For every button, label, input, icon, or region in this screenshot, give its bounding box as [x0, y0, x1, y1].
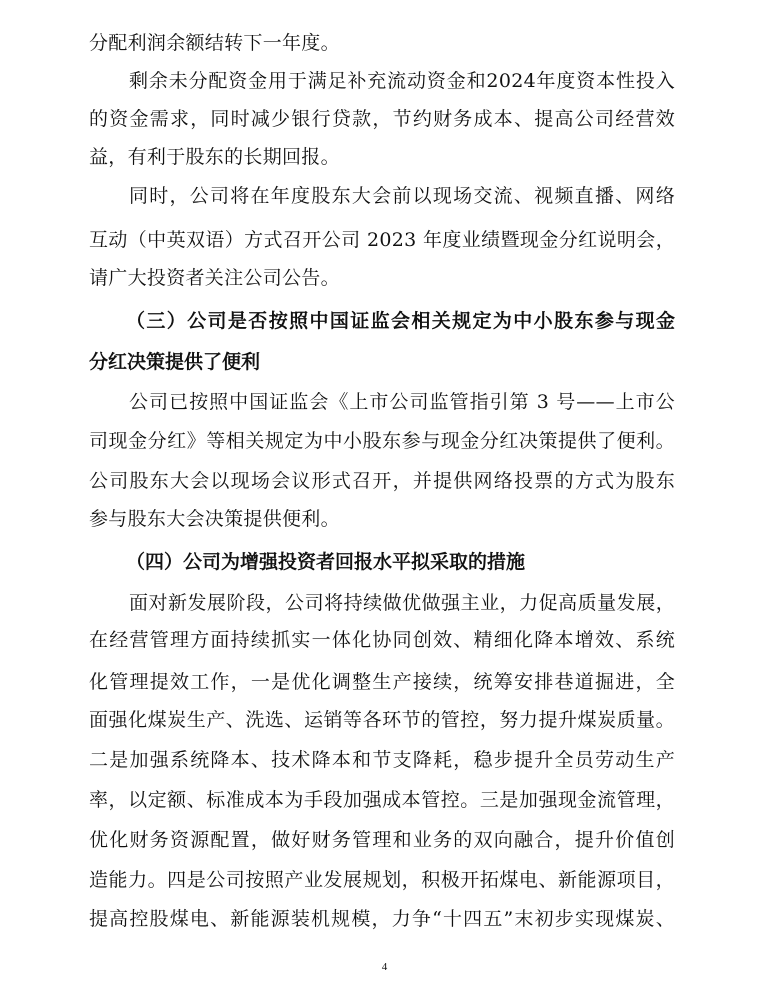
- text-line: 分配利润余额结转下一年度。: [89, 32, 340, 54]
- text-line: 公司股东大会以现场会议形式召开，并提供网络投票的方式为股东: [89, 470, 675, 492]
- section-heading-3: （三）公司是否按照中国证监会相关规定为中小股东参与现金: [126, 310, 675, 332]
- text-line: 面对新发展阶段，公司将持续做优做强主业，力促高质量发展，: [129, 592, 675, 614]
- text-line: 率，以定额、标准成本为手段加强成本管控。三是加强现金流管理，: [89, 789, 675, 811]
- text-line: 益，有利于股东的长期回报。: [89, 146, 340, 168]
- text-line: 剩余未分配资金用于满足补充流动资金和2024年度资本性投入: [129, 70, 675, 92]
- text-line: 化管理提效工作，一是优化调整生产接续，统筹安排巷道掘进，全: [89, 671, 675, 693]
- section-heading-3-cont: 分红决策提供了便利: [89, 351, 261, 373]
- text-line: 司现金分红》等相关规定为中小股东参与现金分红决策提供了便利。: [89, 430, 675, 452]
- text-line: 互动（中英双语）方式召开公司 2023 年度业绩暨现金分红说明会，: [89, 229, 675, 251]
- text-line: 优化财务资源配置，做好财务管理和业务的双向融合，提升价值创: [89, 829, 675, 851]
- text-line: 的资金需求，同时减少银行贷款，节约财务成本、提高公司经营效: [89, 108, 675, 130]
- text-line: 提高控股煤电、新能源装机规模，力争“十四五”末初步实现煤炭、: [89, 908, 675, 930]
- text-line: 面强化煤炭生产、洗选、运销等各环节的管控，努力提升煤炭质量。: [89, 709, 675, 731]
- section-heading-4: （四）公司为增强投资者回报水平拟采取的措施: [126, 551, 526, 573]
- text-line: 参与股东大会决策提供便利。: [89, 508, 340, 530]
- text-line: 公司已按照中国证监会《上市公司监管指引第 3 号——上市公: [129, 391, 675, 413]
- text-line: 请广大投资者关注公司公告。: [89, 267, 340, 289]
- text-line: 在经营管理方面持续抓实一体化协同创效、精细化降本增效、系统: [89, 629, 675, 651]
- text-line: 二是加强系统降本、技术降本和节支降耗，稳步提升全员劳动生产: [89, 749, 675, 771]
- text-line: 同时，公司将在年度股东大会前以现场交流、视频直播、网络: [129, 185, 675, 207]
- page-number: 4: [381, 961, 388, 973]
- text-line: 造能力。四是公司按照产业发展规划，积极开拓煤电、新能源项目，: [89, 869, 675, 891]
